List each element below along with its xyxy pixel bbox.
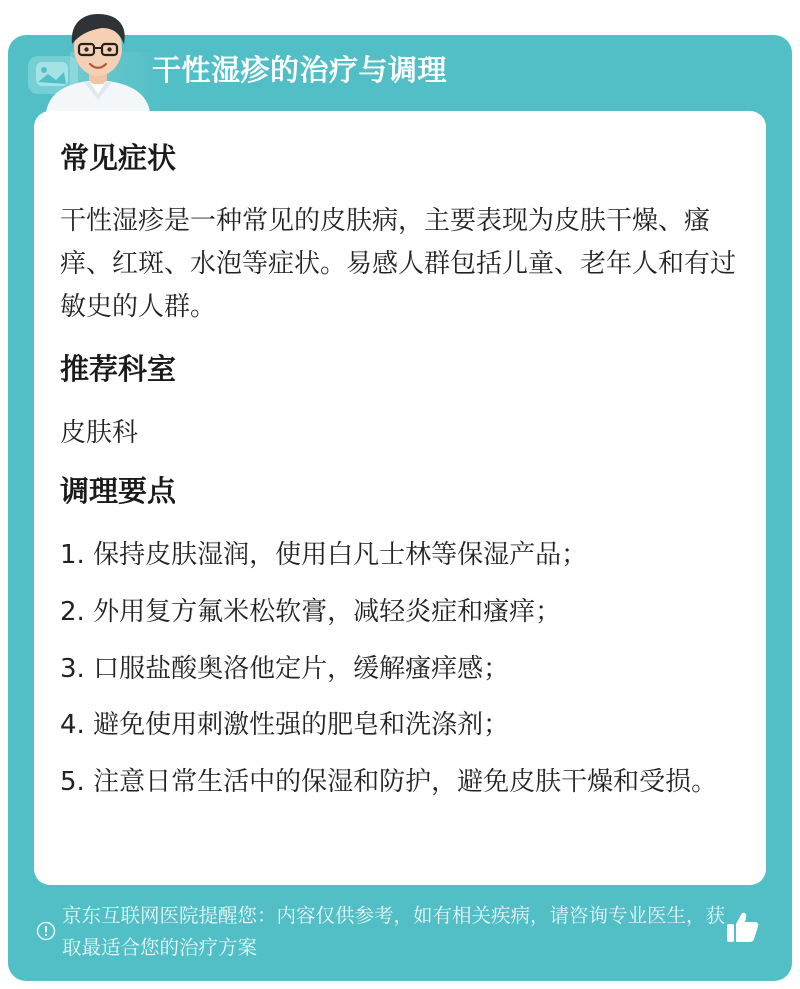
- care-heading: 调理要点: [60, 474, 177, 508]
- doctor-avatar: [40, 8, 162, 112]
- symptoms-heading: 常见症状: [60, 141, 177, 175]
- list-item: 2. 外用复方氟米松软膏，减轻炎症和瘙痒；: [60, 597, 562, 627]
- list-item: 3. 口服盐酸奥洛他定片，缓解瘙痒感；: [60, 654, 510, 684]
- info-icon: [36, 921, 56, 941]
- page-title: 干性湿疹的治疗与调理: [152, 53, 448, 87]
- list-item: 5. 注意日常生活中的保湿和防护，避免皮肤干燥和受损。: [60, 767, 718, 797]
- footer-notice: 京东互联网医院提醒您：内容仅供参考，如有相关疾病，请咨询专业医生，获取最适合您的治疗方案: [62, 904, 726, 959]
- symptoms-text: 干性湿疹是一种常见的皮肤病，主要表现为皮肤干燥、瘙痒、红斑、水泡等症状。易感人群包括儿童、老年人和有过敏史的人群。: [60, 206, 737, 322]
- department-heading: 推荐科室: [60, 352, 177, 386]
- list-item: 4. 避免使用刺激性强的肥皂和洗涤剂；: [60, 710, 510, 740]
- list-item: 1. 保持皮肤湿润，使用白凡士林等保湿产品；: [60, 540, 588, 570]
- content-card: [34, 111, 766, 885]
- department-text: 皮肤科: [60, 418, 139, 448]
- thumbs-up-icon[interactable]: [724, 909, 760, 945]
